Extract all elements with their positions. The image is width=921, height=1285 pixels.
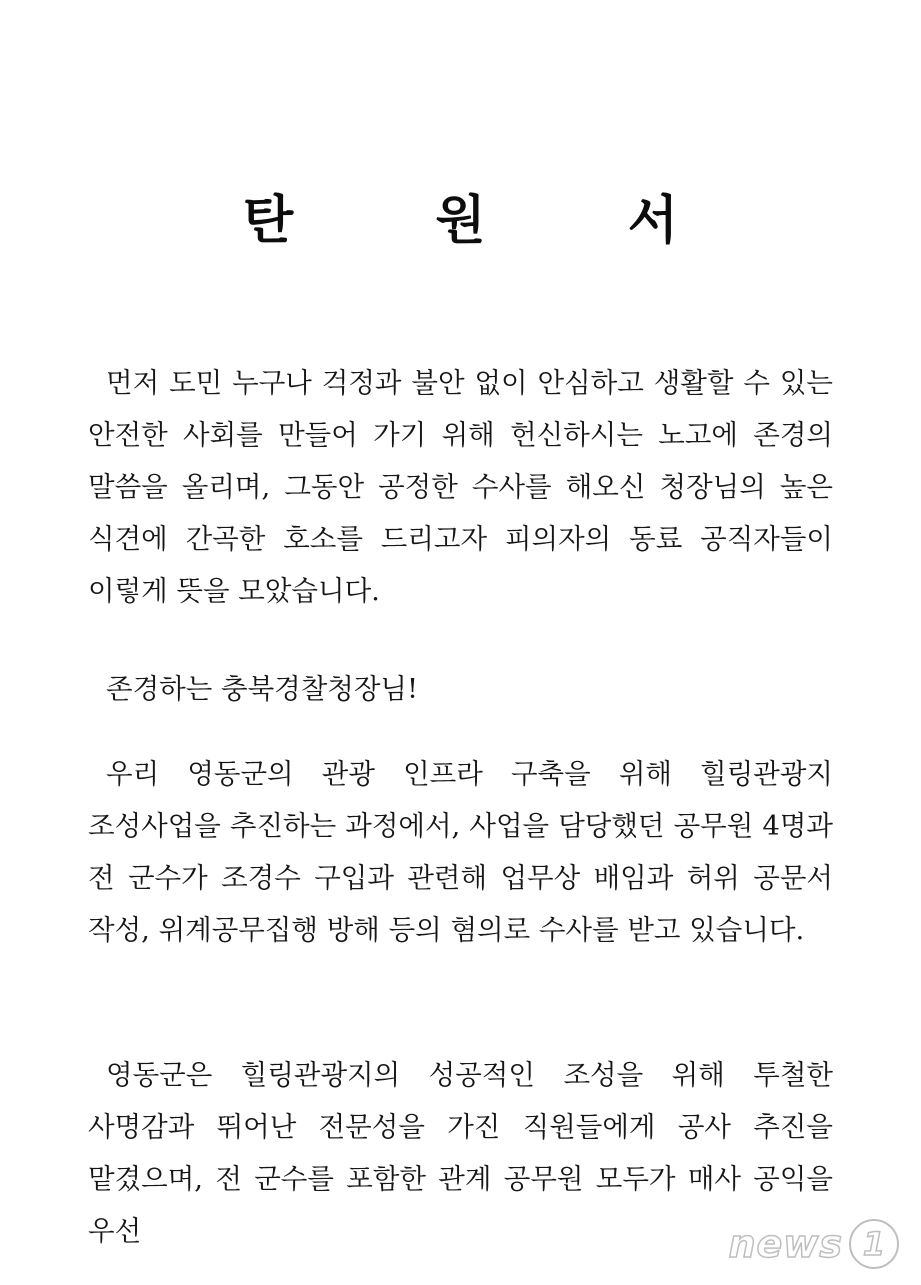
greeting-line: 존경하는 충북경찰청장님!	[106, 673, 419, 705]
watermark-badge-icon: 1	[849, 1219, 899, 1269]
paragraph-mission: 영동군은 힐링관광지의 성공적인 조성을 위해 투철한 사명감과 뛰어난 전문성을 가진 직원들에게 공사 추진을 맡겼으며, 전 군수를 포함한 관계 공무원 모두가 매사 공익을 우선	[88, 1059, 833, 1247]
document-title: 탄 원 서	[243, 190, 740, 251]
paragraph-investigation: 우리 영동군의 관광 인프라 구축을 위해 힐링관광지 조성사업을 추진하는 과정에서, 사업을 담당했던 공무원 4명과 전 군수가 조경수 구입과 관련해 업무상 배임과 허위 공문서 작성, 위계공무집행 방해 등의 혐의로 수사를 받고 있습니다.	[88, 758, 833, 946]
news1-watermark	[728, 1219, 899, 1269]
watermark-text: news	[728, 1222, 843, 1266]
paragraph-intro: 먼저 도민 누구나 걱정과 불안 없이 안심하고 생활할 수 있는 안전한 사회를 만들어 가기 위해 헌신하시는 노고에 존경의 말씀을 올리며, 그동안 공정한 수사를 해오신 청장님의 높은 식견에 간곡한 호소를 드리고자 피의자의 동료 공직자들이 이렇게 뜻을 모았습니다.	[88, 367, 833, 607]
